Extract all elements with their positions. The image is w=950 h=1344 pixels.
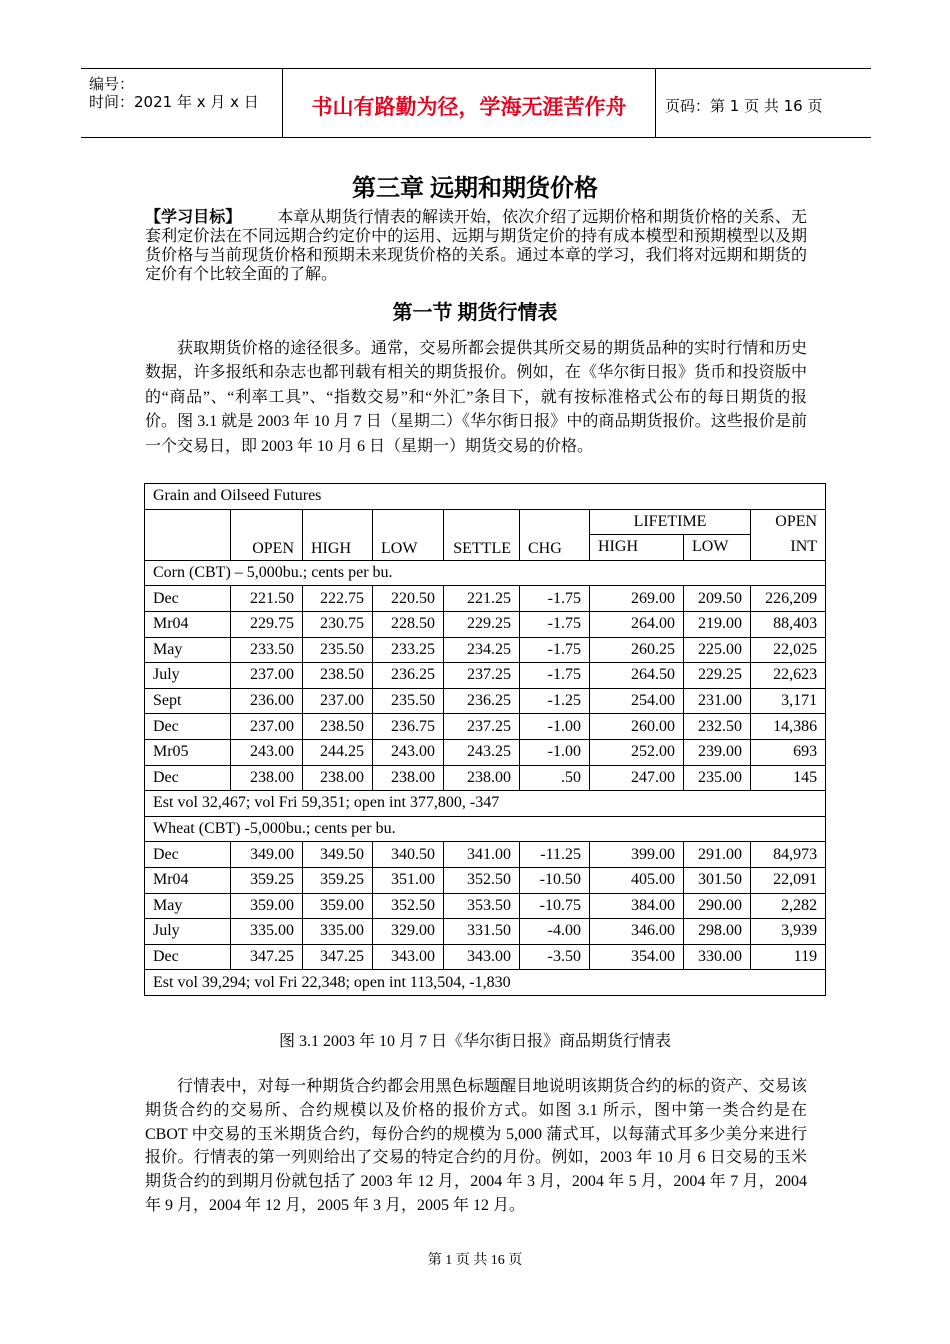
price-cell: 243.00 [373,739,444,765]
table-row [145,611,826,637]
price-cell: 145 [751,765,826,791]
price-cell: 221.25 [444,586,520,612]
chapter-title: 第三章 远期和期货价格 [352,176,598,202]
contract-month-cell: Mr04 [145,611,231,637]
price-cell: 384.00 [590,893,684,919]
price-cell: 231.00 [684,688,751,714]
col-open-int-top: OPEN [751,509,826,535]
price-cell: 84,973 [751,842,826,868]
contract-month-cell: Dec [145,765,231,791]
price-cell: 238.00 [444,765,520,791]
price-cell: 237.00 [231,663,303,689]
contract-month-cell: Mr04 [145,867,231,893]
table-row [145,586,826,612]
contract-month-cell: July [145,919,231,945]
price-cell: 291.00 [684,842,751,868]
objective-label: 【学习目标】 [145,209,242,226]
explanation-paragraph: 行情表中，对每一种期货合约都会用黑色标题醒目地说明该期货合约的标的资产、交易该期货合约的交易所、合约规模以及价格的报价方式。如图 3.1 所示，图中第一类合约是在 CBOT 中交易的玉米期货合约，每份合约的规模为 5,000 蒲式耳，以每蒲式耳多少美分来进行报价。行情表的第一列则给出了交易的特定合约的月份。例如，2003 年 10 月 6 日交易的玉米期货合约的到期月份就包括了 2003 年 12 月，2004 年 3 月，2004 年 5 月，2004 年 7 月，2004 年 9 月，2004 年 12 月，2005 年 3 月，2005 年 12 月。 [145,1078,807,1214]
price-cell: 260.25 [590,637,684,663]
table-row [145,714,826,740]
price-cell: 209.50 [684,586,751,612]
header-page-cell [655,69,871,137]
price-cell: 243.25 [444,739,520,765]
price-cell: -1.75 [520,611,590,637]
price-cell: 235.50 [373,688,444,714]
price-cell: 228.50 [373,611,444,637]
price-cell: 346.00 [590,919,684,945]
price-cell: 238.50 [303,714,373,740]
price-cell: 3,171 [751,688,826,714]
price-cell: 239.00 [684,739,751,765]
price-cell: 329.00 [373,919,444,945]
price-cell: 230.75 [303,611,373,637]
price-cell: 236.00 [231,688,303,714]
price-cell: 221.50 [231,586,303,612]
price-cell: 359.25 [231,867,303,893]
price-cell: 298.00 [684,919,751,945]
price-cell: 22,623 [751,663,826,689]
col-low: LOW [373,509,444,560]
price-cell: 252.00 [590,739,684,765]
price-cell: 335.00 [231,919,303,945]
price-cell: 405.00 [590,867,684,893]
price-cell: 260.00 [590,714,684,740]
volume-summary: Est vol 32,467; vol Fri 59,351; open int 377,800, -347 [145,791,826,817]
price-cell: 264.50 [590,663,684,689]
price-cell: 238.00 [303,765,373,791]
price-cell: 290.00 [684,893,751,919]
learning-objective [145,208,807,284]
price-cell: -11.25 [520,842,590,868]
price-cell: 349.00 [231,842,303,868]
price-cell: 88,403 [751,611,826,637]
contract-group-title: Corn (CBT) – 5,000bu.; cents per bu. [145,560,826,586]
price-cell: -1.00 [520,739,590,765]
contract-month-cell: Dec [145,586,231,612]
price-cell: 359.25 [303,867,373,893]
price-cell: -4.00 [520,919,590,945]
price-cell: 14,386 [751,714,826,740]
price-cell: -10.75 [520,893,590,919]
price-cell: 359.00 [231,893,303,919]
price-cell: 220.50 [373,586,444,612]
price-cell: 353.50 [444,893,520,919]
page-header [81,68,871,138]
price-cell: 238.00 [373,765,444,791]
price-cell: 235.50 [303,637,373,663]
price-cell: 233.50 [231,637,303,663]
contract-month-cell: May [145,893,231,919]
price-cell: 232.50 [684,714,751,740]
price-cell: 119 [751,944,826,970]
price-cell: 352.50 [373,893,444,919]
price-cell: 22,025 [751,637,826,663]
price-cell: 236.75 [373,714,444,740]
price-cell: 229.25 [444,611,520,637]
price-cell: 247.00 [590,765,684,791]
intro-paragraph: 获取期货价格的途径很多。通常，交易所都会提供其所交易的期货品种的实时行情和历史数据，许多报纸和杂志也都刊载有相关的期货报价。例如，在《华尔街日报》货币和投资版中的“商品”、“利率工具”、“指数交易”和“外汇”条目下，就有按标准格式公布的每日期货的报价。图 3.1 就是 2003 年 10 月 7 日（星期二）《华尔街日报》中的商品期货报价。这些报价是前一个交易日，即 2003 年 10 月 6 日（星期一）期货交易的价格。 [145,340,807,455]
price-cell: 359.00 [303,893,373,919]
contract-month-cell: Dec [145,714,231,740]
price-cell: -3.50 [520,944,590,970]
page-info: 页码：第 1 页 共 16 页 [665,97,823,115]
time-label: 时间：2021 年 x 月 x 日 [89,93,259,111]
table-row [145,637,826,663]
contract-group-title: Wheat (CBT) -5,000bu.; cents per bu. [145,816,826,842]
price-cell: 226,209 [751,586,826,612]
col-open-int: INT [751,535,826,561]
price-cell: 343.00 [373,944,444,970]
section-title: 第一节 期货行情表 [392,302,558,324]
volume-summary: Est vol 39,294; vol Fri 22,348; open int 113,504, -1,830 [145,970,826,996]
price-cell: 301.50 [684,867,751,893]
price-cell: -1.75 [520,637,590,663]
price-cell: 236.25 [373,663,444,689]
contract-month-cell: Mr05 [145,739,231,765]
price-cell: 3,939 [751,919,826,945]
price-cell: 340.50 [373,842,444,868]
contract-month-cell: Dec [145,944,231,970]
col-chg: CHG [520,509,590,560]
table-row [145,842,826,868]
header-meta-cell [81,69,282,137]
col-settle: SETTLE [444,509,520,560]
contract-month-cell: May [145,637,231,663]
col-open: OPEN [231,509,303,560]
price-cell: 330.00 [684,944,751,970]
price-cell: -1.25 [520,688,590,714]
price-cell: 236.25 [444,688,520,714]
col-lifetime-low: LOW [684,535,751,561]
price-cell: 354.00 [590,944,684,970]
futures-table [144,483,826,996]
motto: 书山有路勤为径，学海无涯苦作舟 [311,95,627,119]
price-cell: 352.50 [444,867,520,893]
price-cell: 347.25 [303,944,373,970]
price-cell: 238.00 [231,765,303,791]
contract-month-cell: July [145,663,231,689]
price-cell: 233.25 [373,637,444,663]
price-cell: 235.00 [684,765,751,791]
price-cell: 238.50 [303,663,373,689]
col-lifetime-high: HIGH [590,535,684,561]
table-row [145,739,826,765]
price-cell: -1.75 [520,663,590,689]
price-cell: .50 [520,765,590,791]
table-row [145,919,826,945]
table-row [145,688,826,714]
contract-month-cell: Dec [145,842,231,868]
table-row [145,765,826,791]
price-cell: 335.00 [303,919,373,945]
table-row [145,893,826,919]
price-cell: 225.00 [684,637,751,663]
header-blank-cell [145,509,231,560]
col-high: HIGH [303,509,373,560]
objective-text: 本章从期货行情表的解读开始，依次介绍了远期价格和期货价格的关系、无套利定价法在不同远期合约定价中的运用、远期与期货定价的持有成本模型和预期模型以及期货价格与当前现货价格和预期未来现货价格的关系。通过本章的学习，我们将对远期和期货的定价有个比较全面的了解。 [145,209,807,283]
col-lifetime: LIFETIME [590,509,751,535]
price-cell: 234.25 [444,637,520,663]
price-cell: 244.25 [303,739,373,765]
price-cell: 693 [751,739,826,765]
price-cell: 229.25 [684,663,751,689]
price-cell: 349.50 [303,842,373,868]
table-row [145,663,826,689]
price-cell: 269.00 [590,586,684,612]
number-label: 编号： [89,75,135,93]
price-cell: 219.00 [684,611,751,637]
price-cell: -10.50 [520,867,590,893]
price-cell: -1.00 [520,714,590,740]
header-motto-cell [282,69,656,137]
price-cell: 237.25 [444,714,520,740]
table-row [145,944,826,970]
price-cell: 229.75 [231,611,303,637]
price-cell: 2,282 [751,893,826,919]
price-cell: 331.50 [444,919,520,945]
price-cell: 264.00 [590,611,684,637]
price-cell: 347.25 [231,944,303,970]
price-cell: 237.00 [231,714,303,740]
price-cell: 237.25 [444,663,520,689]
price-cell: -1.75 [520,586,590,612]
page-footer: 第 1 页 共 16 页 [427,1253,523,1268]
figure-caption: 图 3.1 2003 年 10 月 7 日《华尔街日报》商品期货行情表 [278,1033,671,1050]
price-cell: 237.00 [303,688,373,714]
table-title: Grain and Oilseed Futures [145,484,826,510]
price-cell: 351.00 [373,867,444,893]
contract-month-cell: Sept [145,688,231,714]
table-row [145,867,826,893]
price-cell: 222.75 [303,586,373,612]
price-cell: 399.00 [590,842,684,868]
price-cell: 343.00 [444,944,520,970]
price-cell: 22,091 [751,867,826,893]
price-cell: 341.00 [444,842,520,868]
price-cell: 254.00 [590,688,684,714]
price-cell: 243.00 [231,739,303,765]
